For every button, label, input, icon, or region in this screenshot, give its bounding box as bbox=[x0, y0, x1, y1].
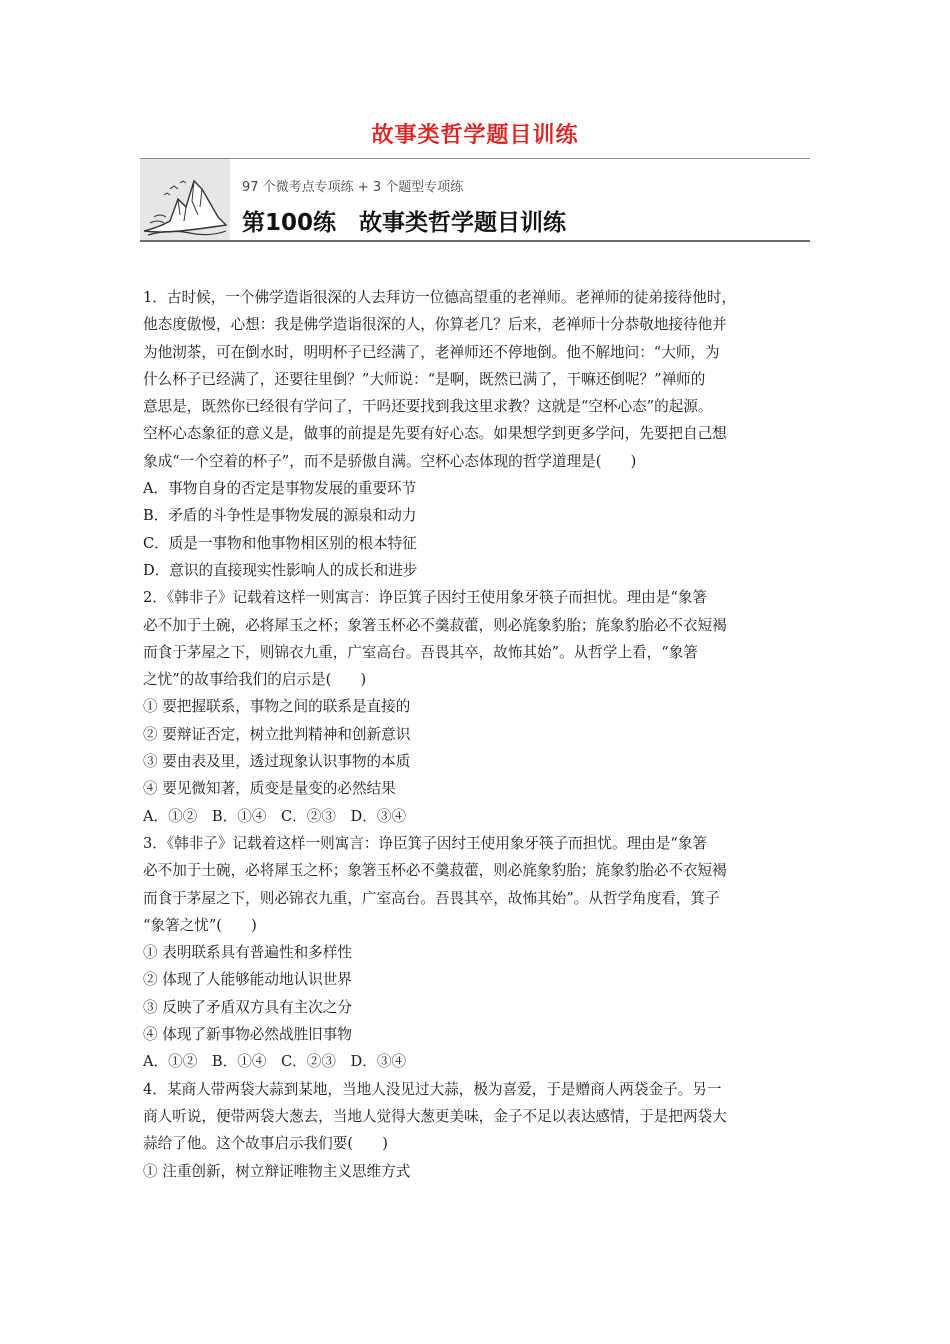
statement-3: ③ 反映了矛盾双方具有主次之分 bbox=[143, 998, 352, 1016]
option-a: A．事物自身的否定是事物发展的重要环节 bbox=[143, 480, 417, 498]
question-3 bbox=[143, 830, 815, 1076]
question-text-line: 为他沏茶，可在倒水时，明明杯子已经满了，老禅师还不停地倒。他不解地问：“大师，为 bbox=[143, 343, 720, 361]
question-text-line: 象成“一个空着的杯子”，而不是骄傲自满。空杯心态体现的哲学道理是( ) bbox=[143, 452, 637, 470]
banner-bottom-rule bbox=[140, 240, 810, 242]
question-4 bbox=[143, 1076, 815, 1185]
option-d: D．意识的直接现实性影响人的成长和进步 bbox=[143, 561, 418, 579]
question-text-line: 4．某商人带两袋大蒜到某地，当地人没见过大蒜，极为喜爱，于是赠商人两袋金子。另一 bbox=[143, 1080, 722, 1098]
page-title: 故事类哲学题目训练 bbox=[371, 123, 579, 148]
question-2 bbox=[143, 584, 815, 830]
question-text-line: 3．《韩非子》记载着这样一则寓言：诤臣箕子因纣王使用象牙筷子而担忧。理由是“象箸 bbox=[143, 834, 708, 852]
banner-top-rule bbox=[140, 158, 810, 159]
option-c: C．质是一事物和他事物相区别的根本特征 bbox=[143, 534, 417, 552]
question-text-line: 意思是，既然你已经很有学问了，干吗还要找到我这里求教？这就是“空杯心态”的起源。 bbox=[143, 398, 713, 416]
statement-4: ④ 要见微知著，质变是量变的必然结果 bbox=[143, 780, 396, 798]
answer-options: A．①② B．①④ C．②③ D．③④ bbox=[143, 1053, 407, 1071]
statement-1: ① 要把握联系，事物之间的联系是直接的 bbox=[143, 698, 411, 716]
question-text-line: 什么杯子已经满了，还要往里倒？”大师说：“是啊，既然已满了，干嘛还倒呢？”禅师的 bbox=[143, 370, 706, 388]
answer-options: A．①② B．①④ C．②③ D．③④ bbox=[143, 807, 407, 825]
statement-2: ② 要辩证否定，树立批判精神和创新意识 bbox=[143, 725, 411, 743]
question-text-line: 必不加于土碗，必将犀玉之杯；象箸玉杯必不羹菽藿，则必旄象豹胎；旄象豹胎必不衣短褐 bbox=[143, 862, 727, 880]
question-text-line: 商人听说，便带两袋大葱去，当地人觉得大葱更美味，金子不足以表达感情，于是把两袋大 bbox=[143, 1107, 727, 1125]
mountain-logo-icon bbox=[140, 159, 230, 240]
question-text-line: 1．古时候，一个佛学造诣很深的人去拜访一位德高望重的老禅师。老禅师的徒弟接待他时， bbox=[143, 289, 737, 306]
question-text-line: 空杯心态象征的意义是，做事的前提是先要有好心态。如果想学到更多学问，先要把自己想 bbox=[143, 425, 727, 443]
question-text-line: 2．《韩非子》记载着这样一则寓言：诤臣箕子因纣王使用象牙筷子而担忧。理由是“象箸 bbox=[143, 589, 708, 607]
option-b: B．矛盾的斗争性是事物发展的源泉和动力 bbox=[143, 507, 417, 525]
question-text-line: “象箸之忧”( ) bbox=[143, 916, 257, 934]
question-text-line: 而食于茅屋之下，则锦衣九重，广室高台。吾畏其卒，故怖其始”。从哲学上看，“象箸 bbox=[143, 643, 698, 661]
question-text-line: 必不加于土碗，必将犀玉之杯；象箸玉杯必不羹菽藿，则必旄象豹胎；旄象豹胎必不衣短褐 bbox=[143, 616, 727, 634]
question-text-line: 而食于茅屋之下，则必锦衣九重，广室高台。吾畏其卒，故怖其始”。从哲学角度看，箕子 bbox=[143, 889, 720, 907]
statement-1: ① 表明联系具有普遍性和多样性 bbox=[143, 944, 352, 962]
question-1 bbox=[143, 284, 815, 584]
lesson-banner bbox=[140, 158, 810, 242]
banner-subtitle: 97 个微考点专项练 + 3 个题型专项练 bbox=[242, 180, 464, 195]
question-list bbox=[143, 284, 815, 1185]
question-text-line: 他态度傲慢，心想：我是佛学造诣很深的人，你算老几？后来，老禅师十分恭敬地接待他并 bbox=[143, 316, 727, 334]
lesson-heading: 第100练 故事类哲学题目训练 bbox=[242, 210, 567, 236]
statement-2: ② 体现了人能够能动地认识世界 bbox=[143, 971, 352, 989]
statement-1: ① 注重创新，树立辩证唯物主义思维方式 bbox=[143, 1162, 411, 1180]
statement-4: ④ 体现了新事物必然战胜旧事物 bbox=[143, 1026, 352, 1044]
question-text-line: 之忧”的故事给我们的启示是( ) bbox=[143, 671, 367, 689]
statement-3: ③ 要由表及里，透过现象认识事物的本质 bbox=[143, 753, 411, 771]
question-text-line: 蒜给了他。这个故事启示我们要( ) bbox=[143, 1135, 388, 1153]
